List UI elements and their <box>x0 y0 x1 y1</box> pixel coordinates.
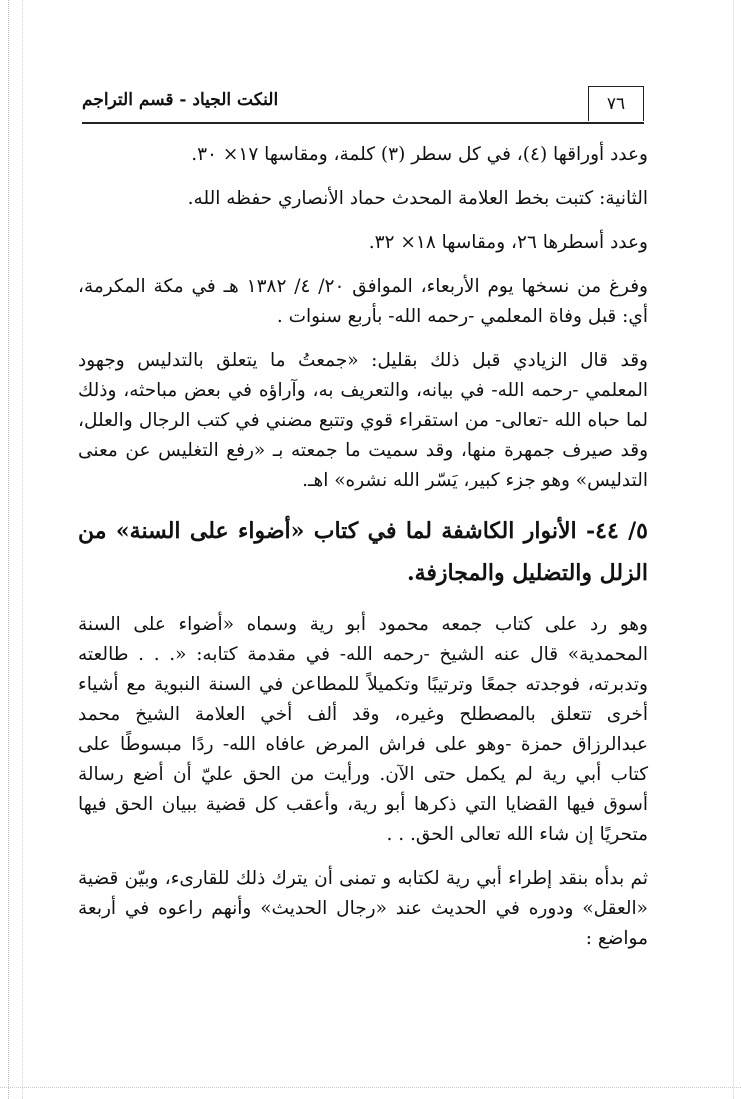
scan-edge-left <box>8 0 9 1099</box>
paragraph-critique: ثم بدأه بنقد إطراء أبي رية لكتابه و تمنى أن يترك ذلك للقارىء، وبيّن قضية «العقل» ودوره في الحديث عند «رجال الحديث» وأنهم راعوه في أربعة مواضع : <box>78 868 648 949</box>
paragraph-second-copy: الثانية: كتبت بخط العلامة المحدث حماد الأنصاري حفظه الله. <box>187 188 648 209</box>
scan-bottom-edge <box>0 1087 741 1088</box>
scan-edge-left-inner <box>22 0 23 1099</box>
scan-edge-right <box>733 0 734 1099</box>
paragraph-folios: وعدد أوراقها (٤)، في كل سطر (٣) كلمة، ومقاسها ١٧× ٣٠. <box>191 144 648 165</box>
running-title: النكت الجياد - قسم التراجم <box>82 90 279 110</box>
paragraph-copy-date: وفرغ من نسخها يوم الأربعاء، الموافق ٢٠/ ٤/ ١٣٨٢ هـ في مكة المكرمة، أي: قبل وفاة المعلمي -رحمه الله- بأربع سنوات . <box>78 276 648 327</box>
paragraph-lines-count: وعدد أسطرها ٢٦، ومقاسها ١٨× ٣٢. <box>368 232 648 253</box>
header-rule <box>82 122 644 124</box>
paragraph-zayadi-quote: وقد قال الزيادي قبل ذلك بقليل: «جمعتُ ما يتعلق بالتدليس وجهود المعلمي -رحمه الله- في بيانه، والتعريف به، وآراؤه في بعض مباحثه، وذلك لما حباه الله -تعالى- من استقراء قوي وتتبع مضني في كتب الرجال والعلل، وقد صيرف جمهرة منها، وقد سميت ما جمعته بـ «رفع التغليس عن معنى التدليس» وهو جزء كبير، يَسّر الله نشره» اهـ. <box>78 350 648 491</box>
page-body <box>78 140 648 968</box>
page-number: ٧٦ <box>588 86 644 121</box>
section-heading: ٥/ ٤٤- الأنوار الكاشفة لما في كتاب «أضواء على السنة» من الزلل والتضليل والمجازفة. <box>78 518 648 586</box>
running-header <box>82 78 644 126</box>
paragraph-abu-rayya: وهو رد على كتاب جمعه محمود أبو رية وسماه «أضواء على السنة المحمدية» قال عنه الشيخ -رحمه الله- في مقدمة كتابه: «. . . طالعته وتدبرته، فوجدته جمعًا وترتيبًا وتكميلاً للمطاعن في السنة النبوية مع أشياء أخرى تتعلق بالمصطلح وغيره، وقد ألف أخي العلامة الشيخ محمد عبدالرزاق حمزة -وهو على فراش المرض عافاه الله- ردًا مبسوطًا على كتاب أبي رية لم يكمل حتى الآن. ورأيت من الحق عليّ أن أضع رسالة أسوق فيها القضايا التي ذكرها أبو رية، وأعقب كل قضية ببيان الحق فيها متحريًا إن شاء الله تعالى الحق. . . <box>78 614 648 845</box>
